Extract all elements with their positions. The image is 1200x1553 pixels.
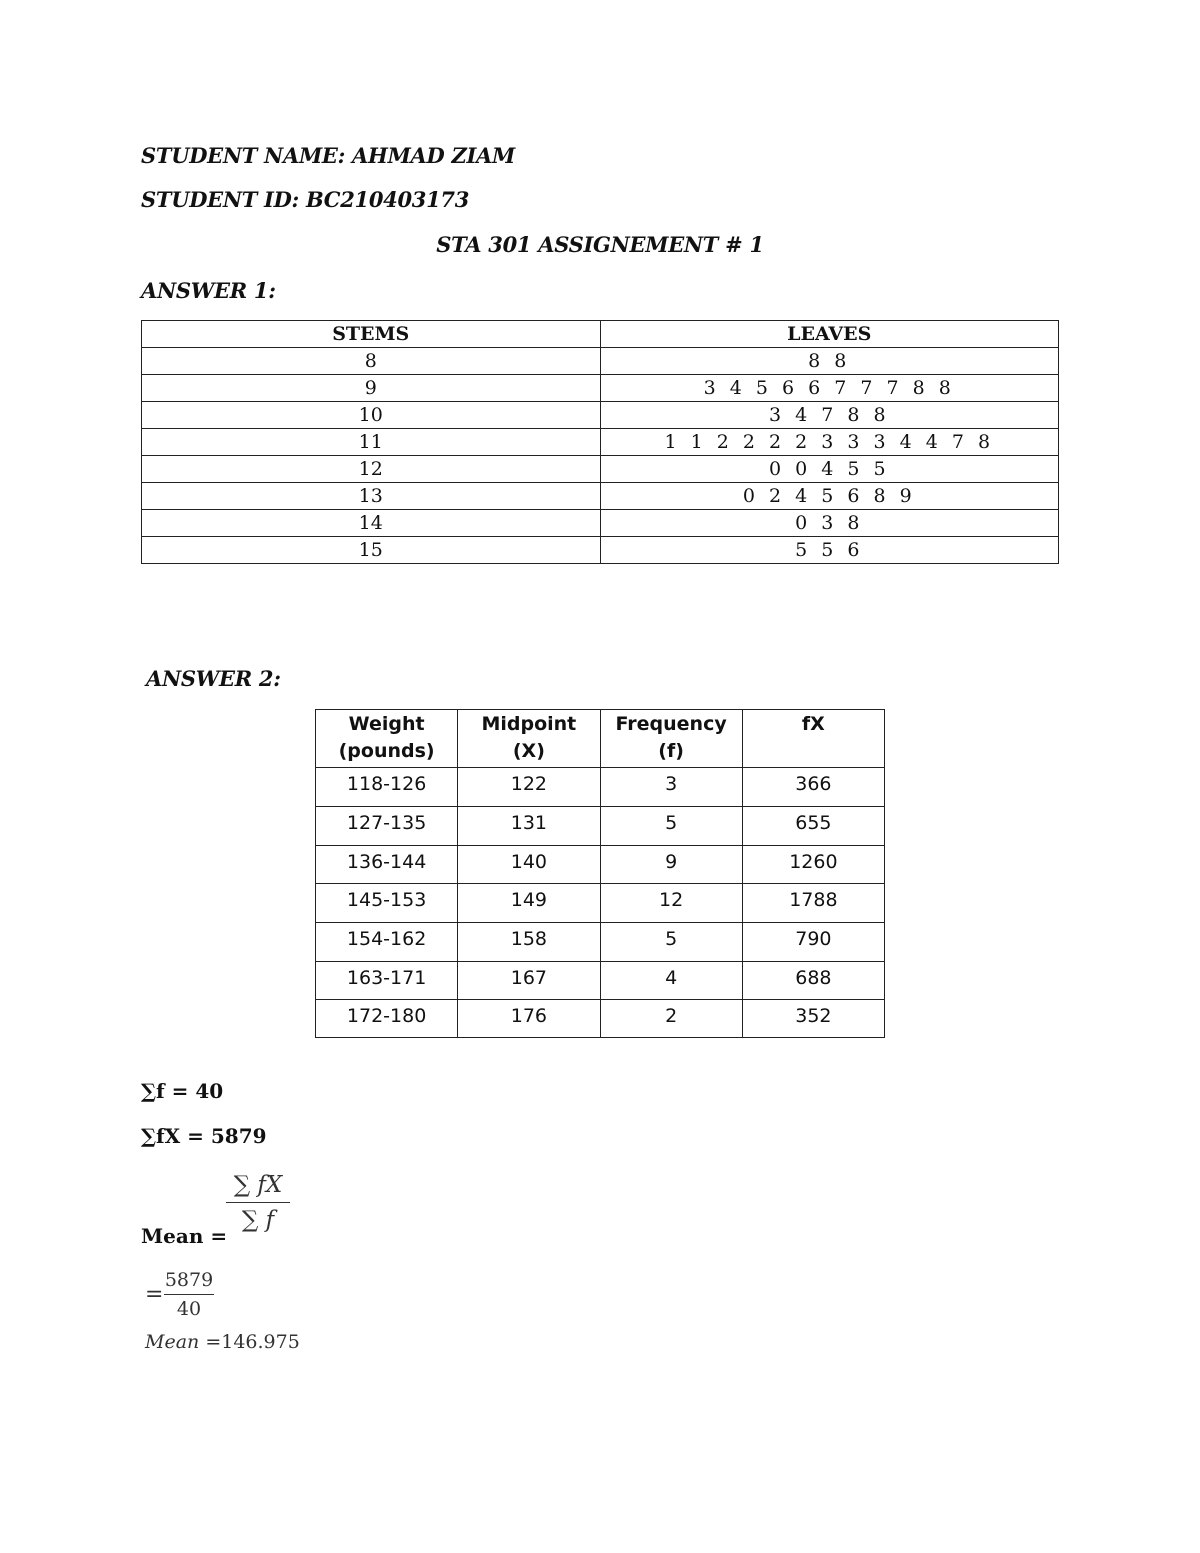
table-row xyxy=(142,537,1059,564)
leaves-cell: 5 5 6 xyxy=(600,537,1059,564)
fx-cell: 366 xyxy=(742,768,884,807)
midpoint-cell: 131 xyxy=(458,807,600,846)
table-row xyxy=(316,884,885,923)
midpoint-cell: 176 xyxy=(458,1000,600,1038)
equals-sign: = xyxy=(145,1282,164,1307)
mean-calculation xyxy=(164,1266,214,1323)
midpoint-cell: 149 xyxy=(458,884,600,923)
table-row xyxy=(316,807,885,846)
mean-result xyxy=(145,1331,300,1353)
stem-cell: 12 xyxy=(142,456,601,483)
column-header-midpoint xyxy=(458,710,600,768)
fx-cell: 352 xyxy=(742,1000,884,1038)
header-line: fX xyxy=(801,713,825,735)
frequency-cell: 5 xyxy=(600,807,742,846)
weight-cell: 127-135 xyxy=(316,807,458,846)
mean-label: Mean = xyxy=(141,1224,228,1248)
assignment-title: STA 301 ASSIGNEMENT # 1 xyxy=(436,232,764,257)
weight-cell: 163-171 xyxy=(316,962,458,1000)
table-row xyxy=(142,510,1059,537)
sum-f: ∑f = 40 xyxy=(141,1079,224,1103)
student-name: STUDENT NAME: AHMAD ZIAM xyxy=(141,143,515,168)
stem-cell: 9 xyxy=(142,375,601,402)
weight-cell: 136-144 xyxy=(316,846,458,884)
column-header-stems: STEMS xyxy=(142,321,601,348)
table-row xyxy=(316,768,885,807)
weight-cell: 154-162 xyxy=(316,923,458,962)
frequency-cell: 4 xyxy=(600,962,742,1000)
midpoint-cell: 122 xyxy=(458,768,600,807)
frequency-cell: 5 xyxy=(600,923,742,962)
column-header-fx xyxy=(742,710,884,768)
formula-denominator-text: ∑ f xyxy=(241,1207,275,1233)
mean-result-label: Mean xyxy=(145,1331,200,1353)
formula-denominator xyxy=(226,1203,290,1237)
fx-cell: 790 xyxy=(742,923,884,962)
calc-denominator: 40 xyxy=(176,1298,202,1320)
mean-formula xyxy=(226,1168,290,1237)
header-line: Midpoint xyxy=(481,713,577,735)
leaves-cell: 0 0 4 5 5 xyxy=(600,456,1059,483)
weight-cell: 118-126 xyxy=(316,768,458,807)
stem-cell: 11 xyxy=(142,429,601,456)
frequency-cell: 3 xyxy=(600,768,742,807)
leaves-cell: 8 8 xyxy=(600,348,1059,375)
leaves-cell: 3 4 7 8 8 xyxy=(600,402,1059,429)
midpoint-cell: 158 xyxy=(458,923,600,962)
table-header-row xyxy=(142,321,1059,348)
header-line: Frequency xyxy=(615,713,727,735)
table-row xyxy=(316,962,885,1000)
column-header-weight xyxy=(316,710,458,768)
table-header-row xyxy=(316,710,885,768)
calc-numerator: 5879 xyxy=(164,1269,214,1291)
mean-result-value: =146.975 xyxy=(205,1331,300,1353)
midpoint-cell: 140 xyxy=(458,846,600,884)
leaves-cell: 1 1 2 2 2 2 3 3 3 4 4 7 8 xyxy=(600,429,1059,456)
frequency-cell: 12 xyxy=(600,884,742,923)
frequency-cell: 9 xyxy=(600,846,742,884)
header-line: (f) xyxy=(658,740,684,762)
stem-cell: 14 xyxy=(142,510,601,537)
table-row xyxy=(142,456,1059,483)
formula-numerator xyxy=(226,1168,290,1202)
fx-cell: 655 xyxy=(742,807,884,846)
answer-1-label: ANSWER 1: xyxy=(141,278,276,303)
answer-2-label: ANSWER 2: xyxy=(146,666,281,691)
frequency-table xyxy=(315,709,885,1038)
stem-cell: 10 xyxy=(142,402,601,429)
column-header-frequency xyxy=(600,710,742,768)
table-row xyxy=(142,483,1059,510)
column-header-leaves: LEAVES xyxy=(600,321,1059,348)
weight-cell: 172-180 xyxy=(316,1000,458,1038)
header-line: (pounds) xyxy=(338,740,435,762)
sum-fx: ∑fX = 5879 xyxy=(141,1124,267,1148)
stem-leaf-table xyxy=(141,320,1059,564)
stem-cell: 15 xyxy=(142,537,601,564)
fx-cell: 1788 xyxy=(742,884,884,923)
stem-cell: 13 xyxy=(142,483,601,510)
table-row xyxy=(316,923,885,962)
fx-cell: 1260 xyxy=(742,846,884,884)
leaves-cell: 0 3 8 xyxy=(600,510,1059,537)
table-row xyxy=(142,429,1059,456)
weight-cell: 145-153 xyxy=(316,884,458,923)
frequency-cell: 2 xyxy=(600,1000,742,1038)
table-row xyxy=(142,375,1059,402)
leaves-cell: 0 2 4 5 6 8 9 xyxy=(600,483,1059,510)
header-line: Weight xyxy=(348,713,425,735)
table-row xyxy=(316,1000,885,1038)
midpoint-cell: 167 xyxy=(458,962,600,1000)
header-line: (X) xyxy=(512,740,545,762)
stem-cell: 8 xyxy=(142,348,601,375)
leaves-cell: 3 4 5 6 6 7 7 7 8 8 xyxy=(600,375,1059,402)
table-row xyxy=(142,348,1059,375)
table-row xyxy=(142,402,1059,429)
student-id: STUDENT ID: BC210403173 xyxy=(141,187,470,212)
fx-cell: 688 xyxy=(742,962,884,1000)
table-row xyxy=(316,846,885,884)
formula-numerator-text: ∑ fX xyxy=(233,1172,283,1198)
